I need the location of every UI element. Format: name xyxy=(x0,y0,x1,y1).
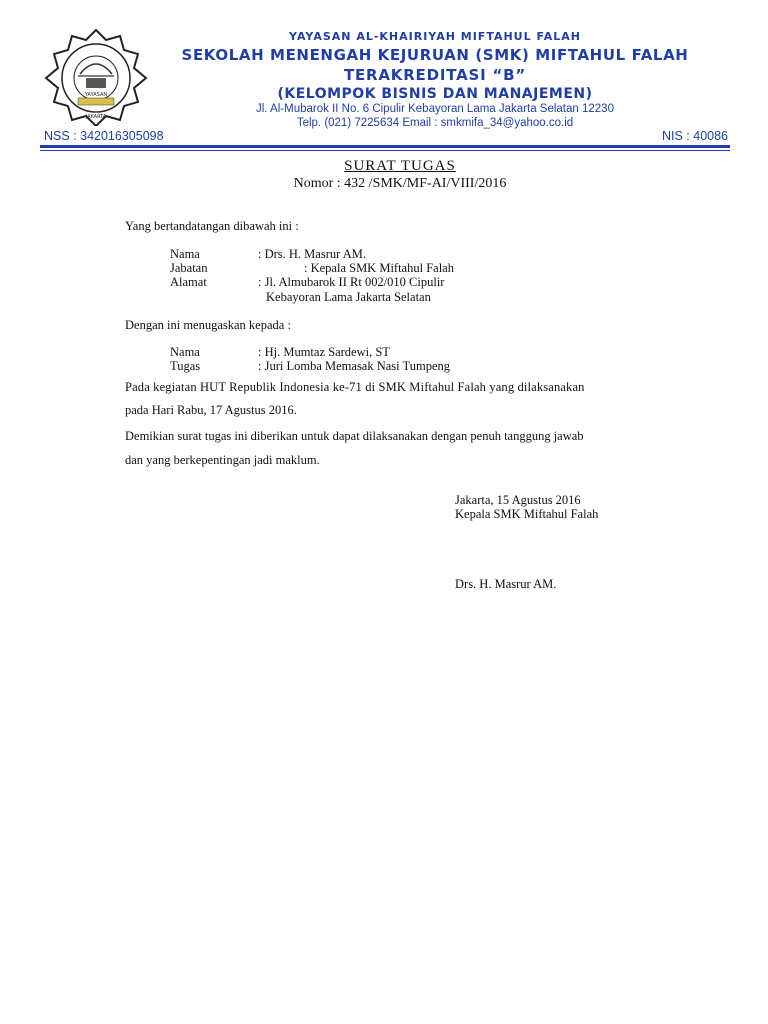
assignee-task-label: Tugas xyxy=(170,359,201,373)
closing-paragraph-line-2: dan yang berkepentingan jadi maklum. xyxy=(125,453,320,467)
letter-title: SURAT TUGAS xyxy=(344,158,456,174)
place-date: Jakarta, 15 Agustus 2016 xyxy=(455,493,581,507)
school-logo-icon xyxy=(40,28,152,126)
intro-text: Yang bertandatangan dibawah ini : xyxy=(125,219,299,233)
school-contact: Telp. (021) 7225634 Email : smkmifa_34@yahoo.co.id xyxy=(296,117,574,129)
signer-address-value-cont: Kebayoran Lama Jakarta Selatan xyxy=(266,290,431,304)
event-paragraph-line-2: pada Hari Rabu, 17 Agustus 2016. xyxy=(125,403,297,417)
signer-name-label: Nama xyxy=(170,247,200,261)
assign-intro-text: Dengan ini menugaskan kepada : xyxy=(125,318,291,332)
signer-address-value: : Jl. Almubarok II Rt 002/010 Cipulir xyxy=(258,275,445,289)
signer-position-label: Jabatan xyxy=(170,261,208,275)
assignee-name-label: Nama xyxy=(170,345,200,359)
accreditation: TERAKREDITASI “B” xyxy=(343,66,527,84)
signer-name-value: : Drs. H. Masrur AM. xyxy=(258,247,366,261)
program-group: (KELOMPOK BISNIS DAN MANAJEMEN) xyxy=(277,86,593,102)
closing-paragraph-line-1: Demikian surat tugas ini diberikan untuk dapat dilaksanakan dengan penuh tanggung jawab xyxy=(125,429,584,443)
school-name: SEKOLAH MENENGAH KEJURUAN (SMK) MIFTAHUL FALAH xyxy=(181,46,689,64)
svg-text:JAKARTA: JAKARTA xyxy=(85,114,107,120)
signer-address-label: Alamat xyxy=(170,275,207,289)
header-divider-thin xyxy=(40,150,730,151)
foundation-name: YAYASAN AL-KHAIRIYAH MIFTAHUL FALAH xyxy=(289,30,581,43)
signer-position-value: : Kepala SMK Miftahul Falah xyxy=(304,261,454,275)
signer-title: Kepala SMK Miftahul Falah xyxy=(455,507,599,521)
assignee-name-value: : Hj. Mumtaz Sardewi, ST xyxy=(258,345,390,359)
header-divider-thick xyxy=(40,145,730,148)
nss-number: NSS : 342016305098 xyxy=(44,129,164,143)
svg-text:YAYASAN: YAYASAN xyxy=(84,92,108,98)
event-paragraph-line-1: Pada kegiatan HUT Republik Indonesia ke-71 di SMK Miftahul Falah yang dilaksanakan xyxy=(125,380,585,394)
nis-number: NIS : 40086 xyxy=(661,129,728,143)
letter-number: Nomor : 432 /SMK/MF-AI/VIII/2016 xyxy=(293,176,507,191)
signer-signature-name: Drs. H. Masrur AM. xyxy=(455,577,557,591)
assignee-task-value: : Juri Lomba Memasak Nasi Tumpeng xyxy=(258,359,451,373)
school-address: Jl. Al-Mubarok II No. 6 Cipulir Kebayoran Lama Jakarta Selatan 12230 xyxy=(256,103,614,115)
